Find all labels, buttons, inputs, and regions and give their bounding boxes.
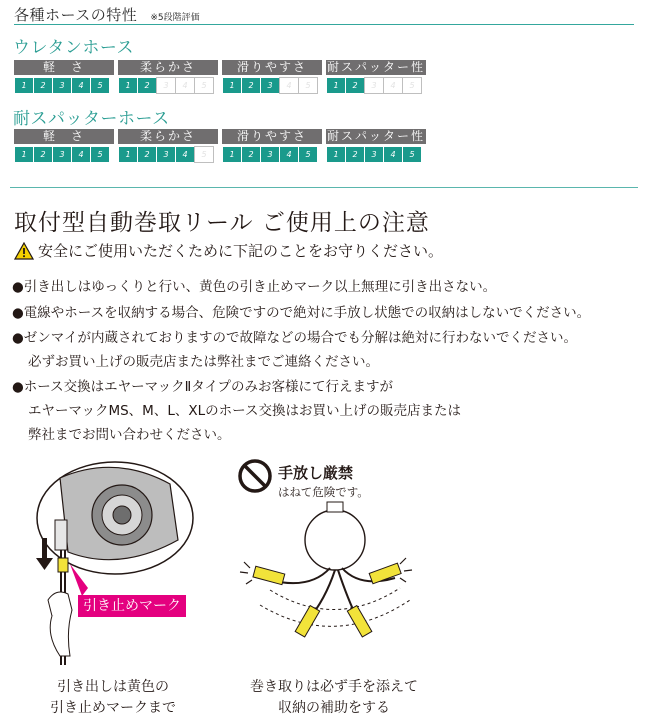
rating-cell: 2 bbox=[137, 77, 157, 94]
caution-item-4: ●ホース交換はエヤーマックⅡタイプのみお客様にて行えますが bbox=[12, 379, 394, 395]
warning-text: 安全にご使用いただくために下記のことをお守りください。 bbox=[38, 242, 444, 260]
rating-cells bbox=[118, 77, 218, 94]
rating-cell: 2 bbox=[137, 146, 157, 163]
rating-cell: 2 bbox=[33, 146, 53, 163]
hose-properties-title: 各種ホースの特性 bbox=[14, 6, 138, 24]
rating-block bbox=[14, 60, 114, 94]
rating-cell: 4 bbox=[279, 77, 299, 94]
rating-label: 滑りやすさ bbox=[222, 129, 322, 144]
rating-cell: 1 bbox=[118, 77, 138, 94]
rating-cell: 1 bbox=[118, 146, 138, 163]
rating-label: 耐スパッター性 bbox=[326, 60, 425, 74]
right-caption-line1: 巻き取りは必ず手を添えて bbox=[250, 679, 418, 695]
rating-cell: 3 bbox=[52, 77, 72, 94]
warning-triangle-icon bbox=[14, 242, 34, 260]
rating-cell: 5 bbox=[194, 146, 214, 163]
hose-name-anti-spatter: 耐スパッターホース bbox=[13, 109, 170, 129]
rating-cell: 3 bbox=[52, 146, 72, 163]
rating-cells bbox=[14, 77, 114, 94]
caution-item-3-continued: 必ずお買い上げの販売店または弊社までご連絡ください。 bbox=[28, 354, 379, 370]
right-caption-line2: 収納の補助をする bbox=[278, 700, 390, 716]
rating-cells bbox=[222, 77, 322, 94]
rating-cell: 5 bbox=[90, 77, 110, 94]
rating-cell: 5 bbox=[298, 77, 318, 94]
caution-title: 取付型自動巻取リール ご使用上の注意 bbox=[14, 210, 430, 236]
rating-cell: 3 bbox=[260, 77, 280, 94]
rating-block bbox=[118, 60, 218, 94]
rating-cells bbox=[326, 77, 426, 94]
warning-line bbox=[14, 240, 443, 261]
rating-block bbox=[326, 60, 426, 94]
rating-block bbox=[222, 60, 322, 94]
caution-item-4-line2: エヤーマックMS、M、L、XLのホース交換はお買い上げの販売店または bbox=[28, 403, 461, 419]
rating-block bbox=[326, 129, 426, 163]
rating-cells bbox=[14, 146, 114, 163]
rating-cell: 2 bbox=[345, 77, 365, 94]
section-divider bbox=[10, 187, 638, 188]
rating-cell: 3 bbox=[156, 77, 176, 94]
rating-label: 柔らかさ bbox=[118, 60, 218, 75]
rating-cell: 5 bbox=[194, 77, 214, 94]
rating-label: 柔らかさ bbox=[118, 129, 218, 144]
rating-cell: 4 bbox=[175, 77, 195, 94]
rating-cell: 2 bbox=[33, 77, 53, 94]
rating-cell: 5 bbox=[402, 77, 422, 94]
rating-label: 滑りやすさ bbox=[222, 60, 322, 75]
left-caption-line1: 引き出しは黄色の bbox=[57, 679, 169, 695]
stop-mark-badge: 引き止めマーク bbox=[78, 595, 186, 617]
rating-cell: 1 bbox=[326, 146, 346, 163]
rating-cell: 1 bbox=[222, 146, 242, 163]
rating-cell: 3 bbox=[364, 77, 384, 94]
rating-cell: 3 bbox=[260, 146, 280, 163]
rating-cell: 5 bbox=[298, 146, 318, 163]
rating-cell: 2 bbox=[345, 146, 365, 163]
prohibit-title: 手放し厳禁 bbox=[278, 464, 354, 482]
rating-cell: 4 bbox=[279, 146, 299, 163]
rating-cell: 1 bbox=[222, 77, 242, 94]
rating-label: 耐スパッター性 bbox=[326, 129, 425, 143]
left-caption-line2: 引き止めマークまで bbox=[50, 700, 176, 716]
rating-cell: 4 bbox=[71, 146, 91, 163]
rating-label: 軽 さ bbox=[14, 129, 114, 144]
prohibit-subtitle: はねて危険です。 bbox=[278, 485, 369, 499]
rating-cell: 1 bbox=[14, 77, 34, 94]
rating-row-urethane bbox=[14, 60, 434, 96]
rating-label: 軽 さ bbox=[14, 60, 114, 75]
reel-pull-out-illustration bbox=[20, 460, 210, 665]
caution-item-1: ●引き出しはゆっくりと行い、黄色の引き止めマーク以上無理に引き出さない。 bbox=[12, 279, 497, 295]
rating-cell: 4 bbox=[71, 77, 91, 94]
rating-block bbox=[14, 129, 114, 163]
rating-cell: 4 bbox=[383, 146, 403, 163]
hose-name-urethane: ウレタンホース bbox=[13, 38, 134, 58]
rating-cell: 5 bbox=[90, 146, 110, 163]
rating-cell: 2 bbox=[241, 146, 261, 163]
rating-cell: 4 bbox=[383, 77, 403, 94]
caution-item-2: ●電線やホースを収納する場合、危険ですので絶対に手放し状態での収納はしないでください。 bbox=[12, 305, 591, 321]
rating-cell: 5 bbox=[402, 146, 422, 163]
rating-cell: 1 bbox=[14, 146, 34, 163]
rating-cell: 2 bbox=[241, 77, 261, 94]
rating-cells bbox=[326, 146, 426, 163]
hose-properties-header bbox=[14, 4, 634, 25]
rating-cell: 4 bbox=[175, 146, 195, 163]
caution-item-4-line3: 弊社までお問い合わせください。 bbox=[28, 427, 231, 443]
rating-cell: 3 bbox=[364, 146, 384, 163]
caution-item-3: ●ゼンマイが内蔵されておりますので故障などの場合でも分解は絶対に行わないでください。 bbox=[12, 330, 578, 346]
rating-cells bbox=[118, 146, 218, 163]
rating-cells bbox=[222, 146, 322, 163]
rating-block bbox=[118, 129, 218, 163]
hose-whip-illustration bbox=[230, 500, 420, 660]
hose-properties-note: ※5段階評価 bbox=[150, 13, 200, 23]
rating-cell: 3 bbox=[156, 146, 176, 163]
rating-block bbox=[222, 129, 322, 163]
prohibited-icon bbox=[237, 458, 273, 494]
rating-cell: 1 bbox=[326, 77, 346, 94]
rating-row-anti-spatter bbox=[14, 129, 434, 165]
